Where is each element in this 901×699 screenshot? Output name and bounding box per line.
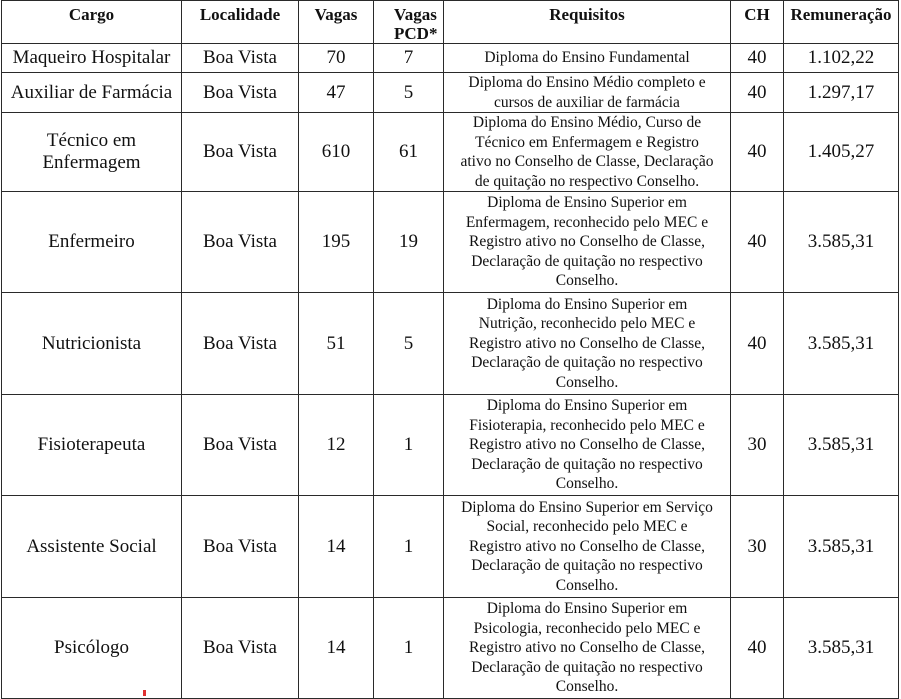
cell-requisitos-line: Diploma do Ensino Superior em [486,295,688,313]
cell-requisitos [444,293,731,395]
cell-cargo-line: Psicólogo [54,637,129,658]
cell-ch: 30 [731,496,784,598]
cell-ch: 40 [731,598,784,699]
table-row [2,496,899,598]
cell-vagas: 70 [299,44,374,73]
cell-requisitos-line: Registro ativo no Conselho de Classe, [469,334,705,352]
cell-requisitos-line: Declaração de quitação no respectivo [471,354,703,372]
cell-localidade: Boa Vista [182,44,299,73]
cell-ch: 40 [731,293,784,395]
cell-vagas-pcd: 1 [374,598,444,699]
cell-localidade: Boa Vista [182,192,299,293]
cell-requisitos-line: Diploma do Ensino Superior em [486,600,688,618]
cell-requisitos-line: Técnico em Enfermagem e Registro [475,133,699,151]
cell-requisitos-line: Social, reconhecido pelo MEC e [486,518,688,536]
cell-vagas: 51 [299,293,374,395]
cell-requisitos-line: Declaração de quitação no respectivo [471,557,703,575]
cell-remuneracao: 1.297,17 [784,73,899,113]
header-ch: CH [731,1,784,44]
cell-requisitos [444,44,731,73]
cell-cargo-line: Assistente Social [26,535,157,557]
cell-cargo-line: Auxiliar de Farmácia [10,81,173,103]
table-row [2,192,899,293]
cell-requisitos-line: Psicologia, reconhecido pelo MEC e [473,619,701,637]
cell-cargo [2,44,182,73]
cell-requisitos-line: Conselho. [555,272,619,290]
cell-requisitos-line: Registro ativo no Conselho de Classe, [469,436,705,454]
cell-remuneracao: 3.585,31 [784,395,899,496]
cell-ch: 40 [731,192,784,293]
cell-requisitos-line: Diploma do Ensino Fundamental [484,49,690,67]
cell-cargo-line: Fisioterapeuta [37,434,146,455]
cell-requisitos-line: Declaração de quitação no respectivo [471,252,703,270]
cell-vagas-pcd: 5 [374,293,444,395]
cell-ch: 40 [731,44,784,73]
cell-remuneracao: 3.585,31 [784,598,899,699]
cell-cargo [2,73,182,113]
cell-remuneracao: 3.585,31 [784,496,899,598]
cell-ch: 40 [731,73,784,113]
cell-localidade: Boa Vista [182,293,299,395]
cell-requisitos-line: Diploma do Ensino Médio completo e [468,74,706,91]
cell-requisitos-line: cursos de auxiliar de farmácia [494,93,680,111]
table-row [2,598,899,699]
cell-requisitos-line: Conselho. [555,576,619,594]
header-remuneracao: Remuneração [784,1,899,44]
cell-vagas: 47 [299,73,374,113]
cell-requisitos-line: Diploma de Ensino Superior em [487,194,687,212]
cell-requisitos-line: Diploma do Ensino Superior em [486,397,688,415]
cell-requisitos-line: de quitação no respectivo Conselho. [474,172,700,190]
cell-requisitos-line: Conselho. [555,373,619,391]
cell-ch: 40 [731,113,784,192]
header-cargo: Cargo [2,1,182,44]
cell-requisitos-line: Registro ativo no Conselho de Classe, [469,233,705,251]
cell-requisitos [444,73,731,113]
cell-cargo [2,598,182,699]
cell-remuneracao: 1.405,27 [784,113,899,192]
cell-cargo [2,192,182,293]
header-requisitos: Requisitos [444,1,731,44]
cell-vagas: 12 [299,395,374,496]
cell-cargo [2,293,182,395]
cell-requisitos-line: Registro ativo no Conselho de Classe, [469,537,705,555]
cell-remuneracao: 1.102,22 [784,44,899,73]
cell-requisitos-line: Declaração de quitação no respectivo [471,455,703,473]
cell-localidade: Boa Vista [182,598,299,699]
cell-cargo-line: Nutricionista [41,332,142,354]
cell-requisitos [444,192,731,293]
cell-cargo-line: Enfermeiro [48,231,135,252]
table-row [2,44,899,73]
cell-requisitos-line: Conselho. [555,475,619,493]
cell-localidade: Boa Vista [182,113,299,192]
header-vagas: Vagas [299,1,374,44]
table-row [2,73,899,113]
cell-localidade: Boa Vista [182,395,299,496]
cell-requisitos-line: Declaração de quitação no respectivo [471,658,703,676]
header-row [2,1,899,44]
cell-requisitos [444,395,731,496]
table-row [2,113,899,192]
cell-requisitos-line: Fisioterapia, reconhecido pelo MEC e [469,416,705,434]
cell-requisitos [444,598,731,699]
cell-vagas: 195 [299,192,374,293]
cell-remuneracao: 3.585,31 [784,293,899,395]
cell-cargo [2,395,182,496]
cell-cargo [2,496,182,598]
header-localidade: Localidade [182,1,299,44]
cell-vagas: 610 [299,113,374,192]
cell-requisitos-line: ativo no Conselho de Classe, Declaração [460,153,714,170]
table-row [2,293,899,395]
cell-localidade: Boa Vista [182,73,299,113]
cell-cargo-line: Maqueiro Hospitalar [12,47,171,68]
cell-vagas: 14 [299,496,374,598]
cell-requisitos-line: Diploma do Ensino Médio, Curso de [472,114,702,131]
table-row [2,395,899,496]
cell-requisitos-line: Enfermagem, reconhecido pelo MEC e [465,213,709,231]
cell-ch: 30 [731,395,784,496]
red-mark [143,690,146,696]
header-vagas-pcd: Vagas PCD* [374,1,444,44]
cell-requisitos [444,496,731,598]
cell-cargo-line: Técnico em [46,130,137,151]
cell-requisitos-line: Conselho. [555,678,619,696]
cell-vagas-pcd: 7 [374,44,444,73]
cell-localidade: Boa Vista [182,496,299,598]
vacancies-table [1,0,899,699]
cell-requisitos-line: Registro ativo no Conselho de Classe, [469,639,705,657]
cell-vagas-pcd: 5 [374,73,444,113]
cell-cargo-line: Enfermagem [42,152,141,173]
cell-requisitos [444,113,731,192]
cell-requisitos-line: Nutrição, reconhecido pelo MEC e [478,315,696,333]
cell-requisitos-line: Diploma do Ensino Superior em Serviço [461,498,713,516]
cell-vagas: 14 [299,598,374,699]
cell-vagas-pcd: 1 [374,496,444,598]
cell-vagas-pcd: 19 [374,192,444,293]
cell-vagas-pcd: 61 [374,113,444,192]
cell-cargo [2,113,182,192]
cell-vagas-pcd: 1 [374,395,444,496]
cell-remuneracao: 3.585,31 [784,192,899,293]
